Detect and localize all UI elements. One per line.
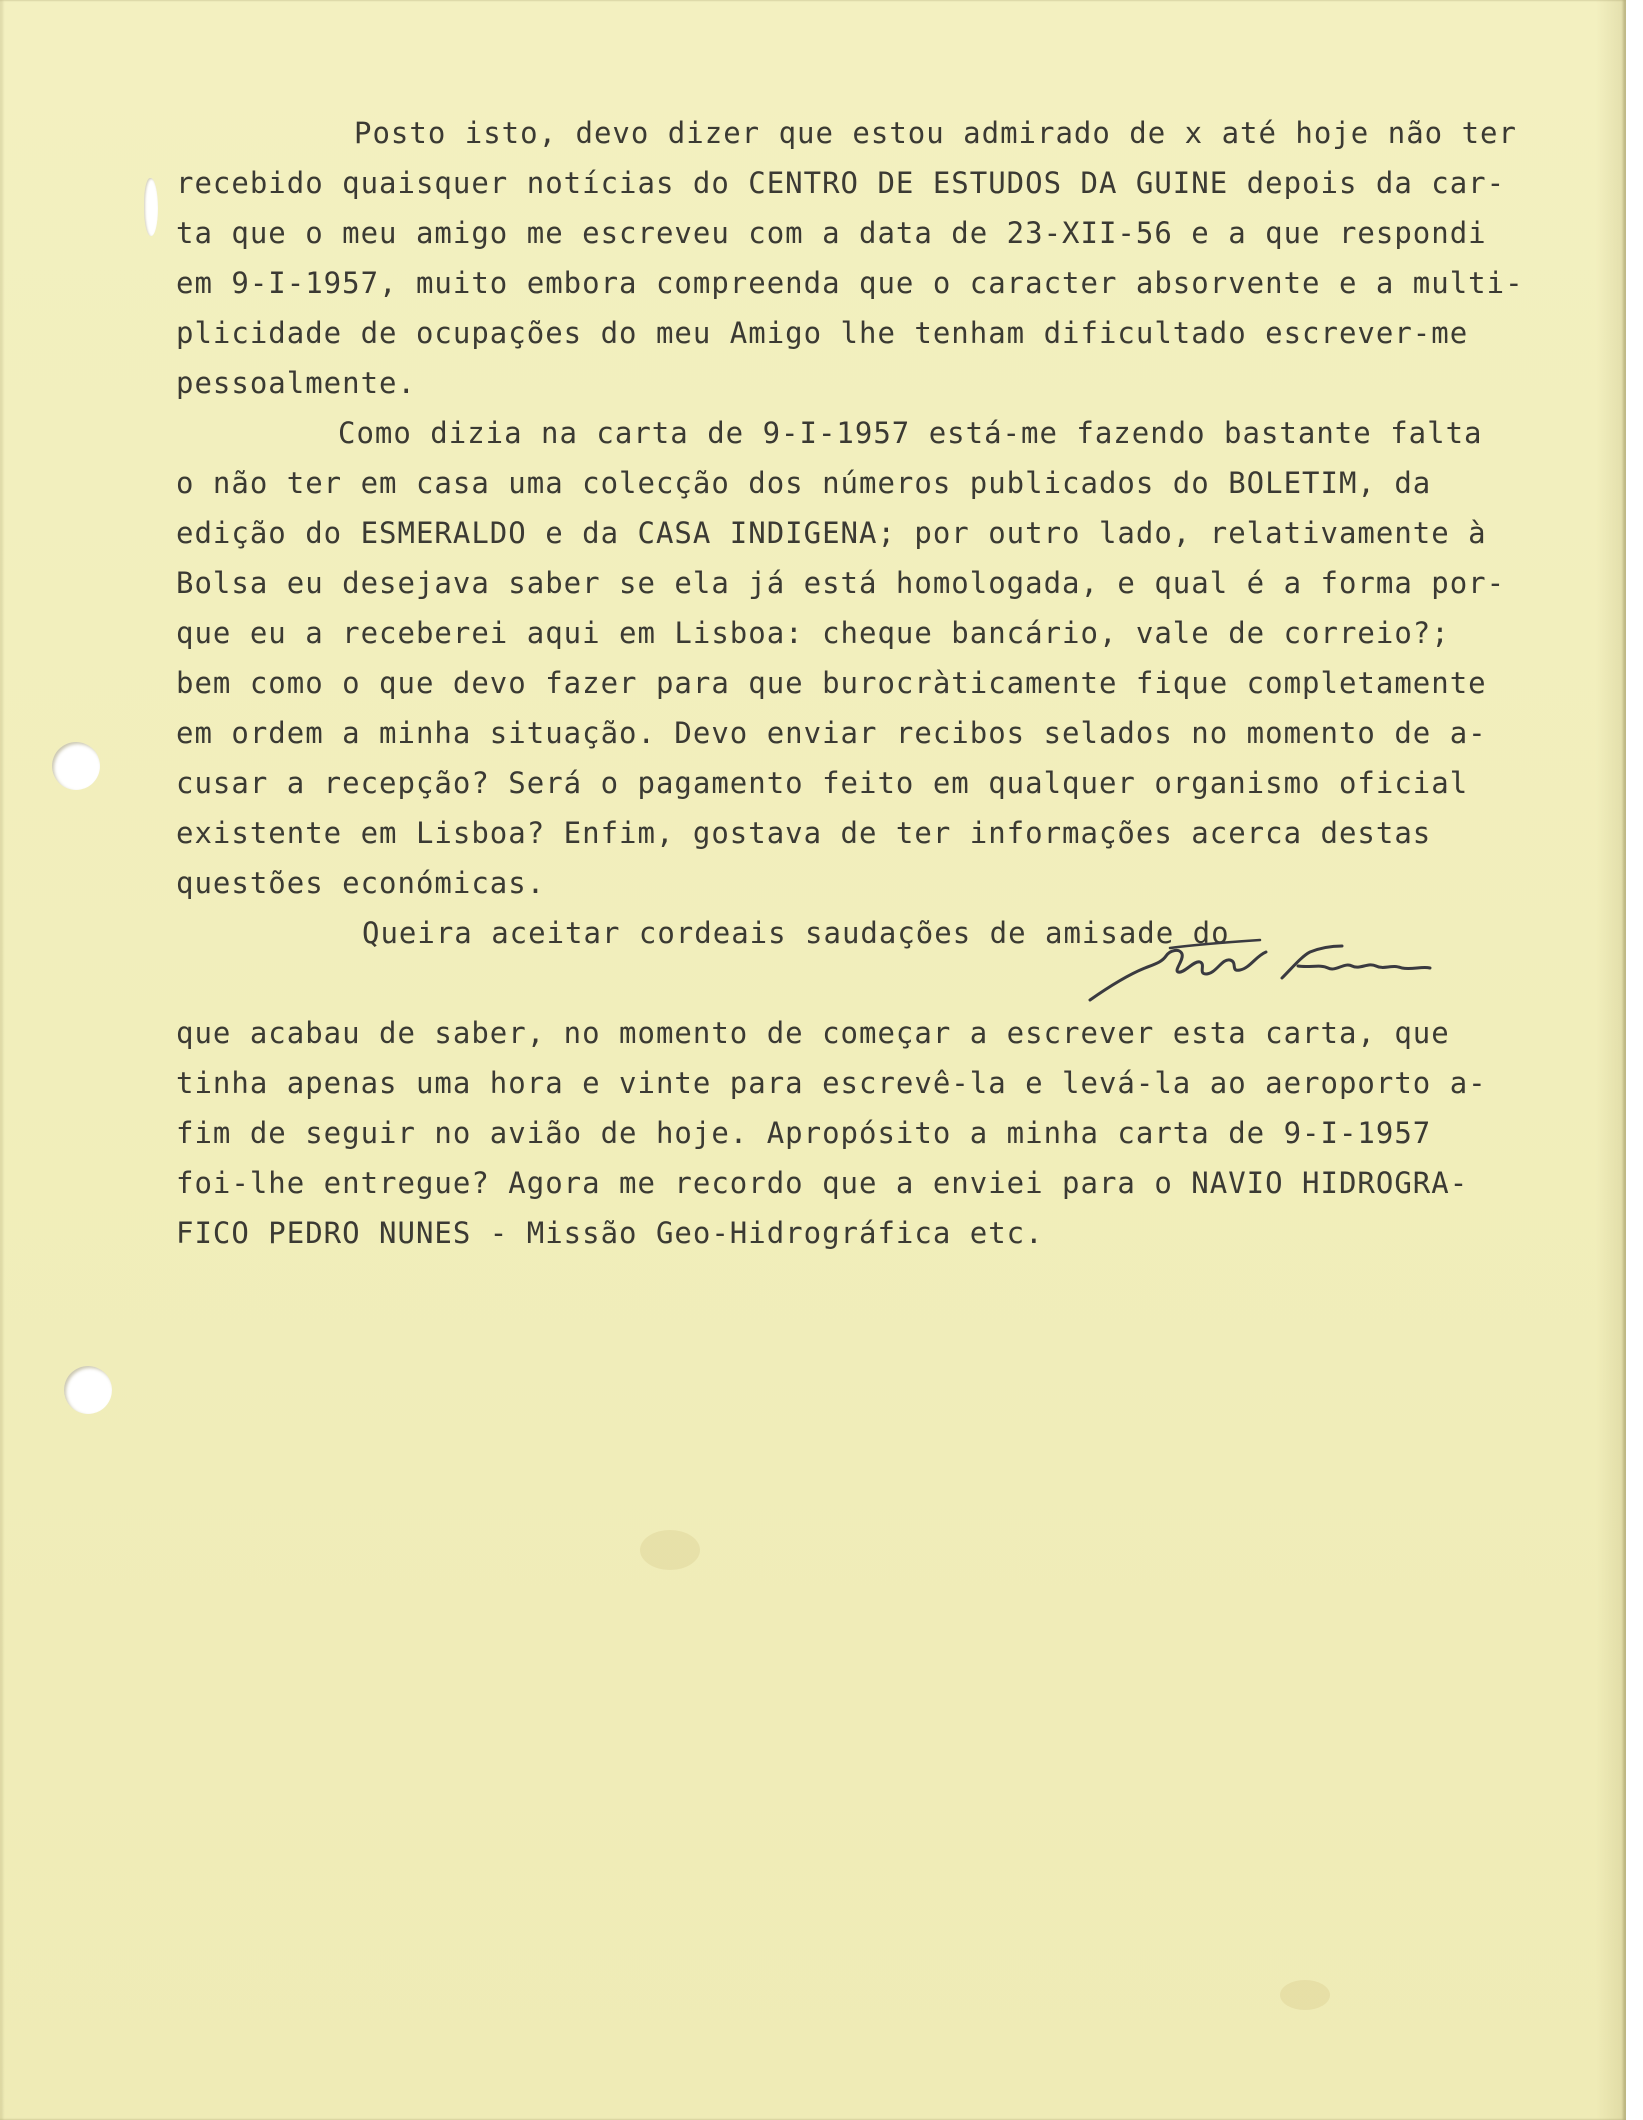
punch-hole-upper [52, 742, 100, 790]
text-line: recebido quaisquer notícias do CENTRO DE ESTUDOS DA GUINE depois da car- [176, 166, 1506, 200]
paper-tear [144, 178, 158, 236]
text-line: o não ter em casa uma colecção dos números publicados do BOLETIM, da [176, 466, 1432, 500]
text-line: em 9-I-1957, muito embora compreenda que o caracter absorvente e a multi- [176, 266, 1524, 300]
text-line: fim de seguir no avião de hoje. Apropósito a minha carta de 9-I-1957 [176, 1116, 1432, 1150]
text-line: Como dizia na carta de 9-I-1957 está-me fazendo bastante falta [338, 416, 1483, 450]
text-line: foi-lhe entregue? Agora me recordo que a enviei para o NAVIO HIDROGRA- [176, 1166, 1469, 1200]
text-line: existente em Lisboa? Enfim, gostava de ter informações acerca destas [176, 816, 1432, 850]
text-line: plicidade de ocupações do meu Amigo lhe tenham dificultado escrever-me [176, 316, 1469, 350]
text-line: cusar a recepção? Será o pagamento feito em qualquer organismo oficial [176, 766, 1469, 800]
closing-line: Queira aceitar cordeais saudações de amisade do [362, 916, 1230, 950]
paper-stain [640, 1530, 700, 1570]
handwritten-signature [1070, 938, 1470, 1008]
text-line: que eu a receberei aqui em Lisboa: cheque bancário, vale de correio?; [176, 616, 1450, 650]
letter-body [176, 108, 1616, 1258]
text-line: pessoalmente. [176, 366, 416, 400]
text-line: Bolsa eu desejava saber se ela já está homologada, e qual é a forma por- [176, 566, 1506, 600]
text-line: edição do ESMERALDO e da CASA INDIGENA; por outro lado, relativamente à [176, 516, 1487, 550]
text-line: que acabau de saber, no momento de começar a escrever esta carta, que [176, 1016, 1450, 1050]
punch-hole-lower [64, 1366, 112, 1414]
postscript [176, 1008, 1616, 1258]
text-line: bem como o que devo fazer para que burocràticamente fique completamente [176, 666, 1487, 700]
text-line: questões económicas. [176, 866, 546, 900]
signature-drawing [1070, 938, 1470, 1008]
paragraph-1 [176, 108, 1616, 408]
text-line: ta que o meu amigo me escreveu com a data de 23-XII-56 e a que respondi [176, 216, 1487, 250]
text-line: FICO PEDRO NUNES - Missão Geo-Hidrográfica etc. [176, 1216, 1044, 1250]
text-line: Posto isto, devo dizer que estou admirado de x até hoje não ter [354, 116, 1517, 150]
paragraph-2 [176, 408, 1616, 908]
text-line: em ordem a minha situação. Devo enviar recibos selados no momento de a- [176, 716, 1487, 750]
text-line: tinha apenas uma hora e vinte para escrevê-la e levá-la ao aeroporto a- [176, 1066, 1487, 1100]
paper-stain [1280, 1980, 1330, 2010]
